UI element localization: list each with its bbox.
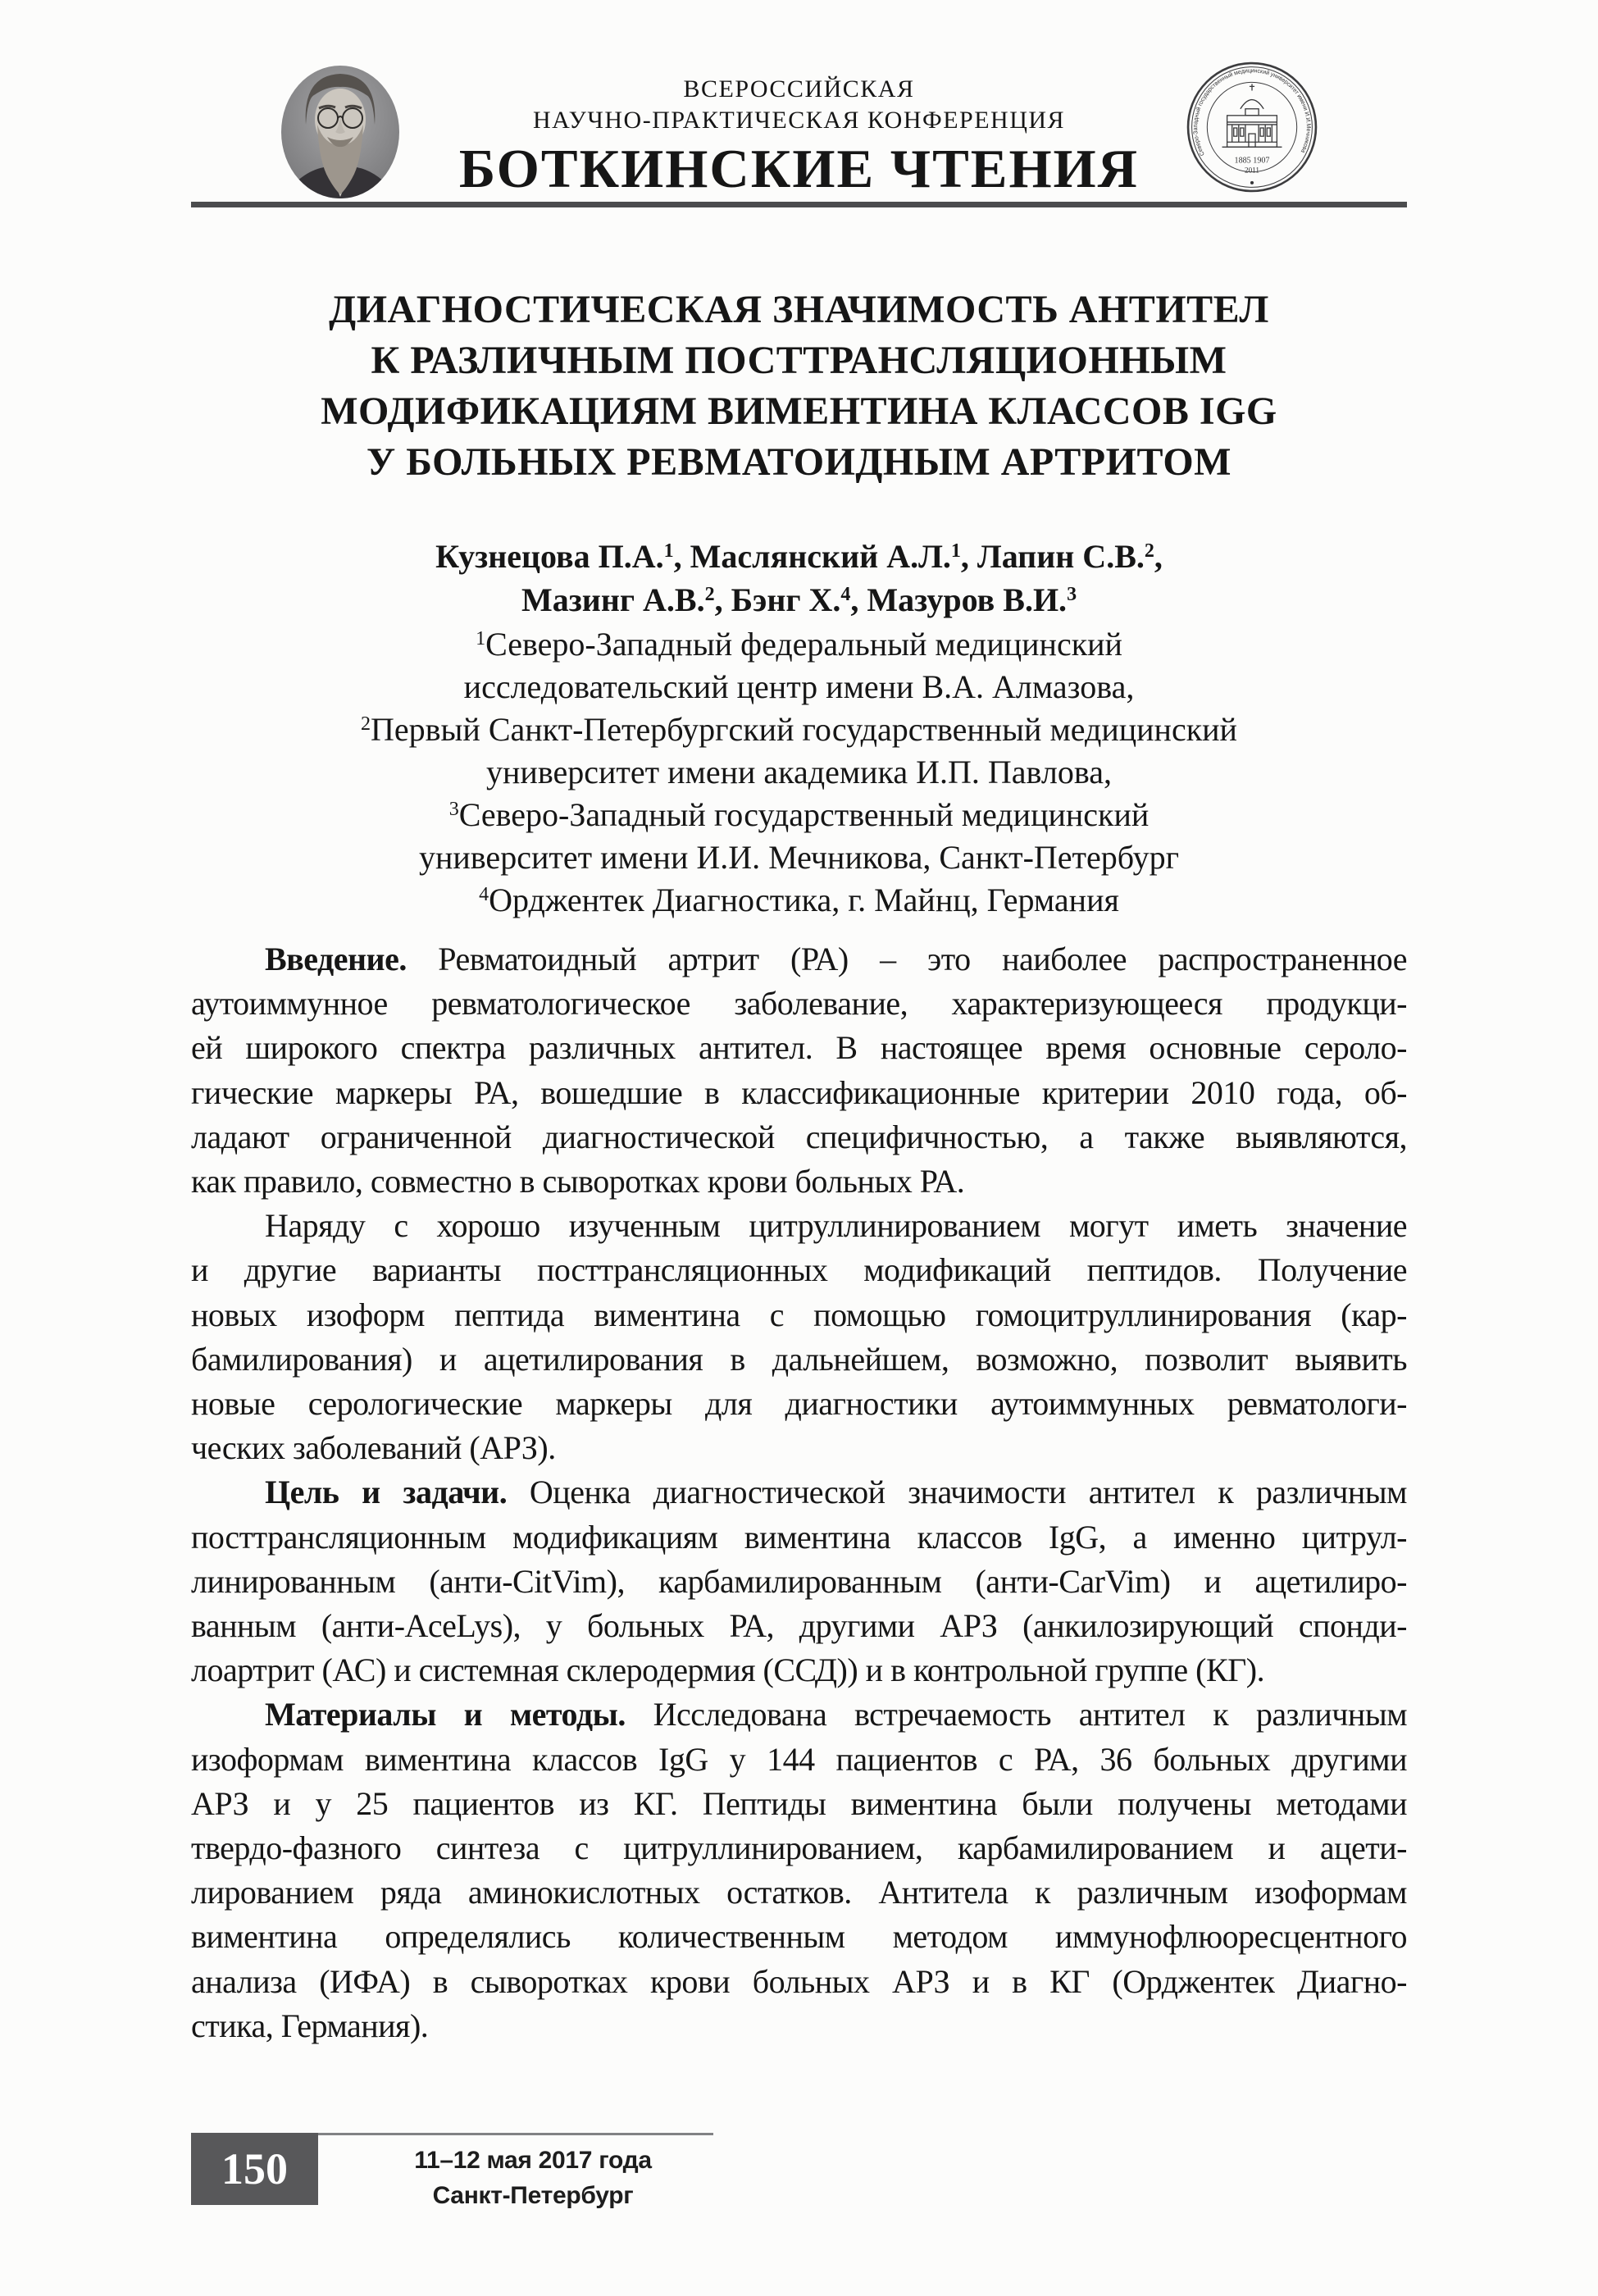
body-line: ческих заболеваний (АРЗ). [191, 1429, 556, 1467]
header-divider-rule [191, 202, 1407, 207]
body-line: анализа (ИФА) в сыворотках крови больных АРЗ и в КГ (Орджентек Диагно- [191, 1962, 1407, 2000]
affiliation-line: исследовательский центр имени В.А. Алмазова, [463, 668, 1135, 705]
body-line: лоартрит (АС) и системная склеродермия (ССД)) и в контрольной группе (КГ). [191, 1651, 1265, 1689]
page-number-box [191, 2133, 318, 2205]
affiliation-line: $^1$Северо-Западный федеральный медицинский [476, 626, 1122, 663]
university-seal-logo [1186, 61, 1318, 194]
affiliation-line: университет имени академика И.П. Павлова, [486, 754, 1112, 790]
seal-year-bottom: 2011 [1245, 166, 1259, 175]
body-line: виментина определялись количественным методом иммунофлюоресцентного [191, 1918, 1407, 1956]
footer-divider-rule [318, 2133, 713, 2135]
author-line: Мазинг А.В.$^2$, Бэнг Х.$^4$, Мазуров В.И.$^3$ [521, 581, 1077, 618]
conference-name: БОТКИНСКИЕ ЧТЕНИЯ [458, 139, 1140, 199]
body-line: как правило, совместно в сыворотках крови больных РА. [191, 1163, 965, 1200]
seal-building-icon [1222, 84, 1282, 147]
conference-subtitle-line1: ВСЕРОССИЙСКАЯ [683, 75, 915, 102]
body-line: новых изоформ пептида виментина с помощью гомоцитруллинирования (кар- [191, 1296, 1407, 1333]
title-line: МОДИФИКАЦИЯМ ВИМЕНТИНА КЛАССОВ IGG [321, 390, 1277, 433]
body-line: Цель и задачи. Оценка диагностической значимости антител к различным [265, 1474, 1407, 1511]
footer-info [344, 2143, 722, 2213]
body-line: линированным (анти-CitVim), карбамилированным (анти-CarVim) и ацетилиро- [191, 1562, 1407, 1600]
body-line: аутоиммунное ревматологическое заболевание, характеризующееся продукци- [191, 985, 1407, 1023]
title-line: К РАЗЛИЧНЫМ ПОСТТРАНСЛЯЦИОННЫМ [371, 339, 1227, 382]
body-line: ванным (анти-AceLys), у больных РА, другими АРЗ (анкилозирующий спонди- [191, 1607, 1407, 1645]
article-affiliations [191, 623, 1407, 922]
body-line: и другие варианты посттрансляционных модификаций пептидов. Получение [191, 1251, 1407, 1289]
body-line: ей широкого спектра различных антител. В настоящее время основные сероло- [191, 1029, 1407, 1067]
affiliation-line: $^3$Северо-Западный государственный медицинский [448, 796, 1150, 833]
article-title [191, 285, 1407, 488]
author-line: Кузнецова П.А.$^1$, Маслянский А.Л.$^1$, Лапин С.В.$^2$, [435, 538, 1163, 575]
page-number: 150 [221, 2144, 288, 2194]
conference-subtitle-line2: НАУЧНО-ПРАКТИЧЕСКАЯ КОНФЕРЕНЦИЯ [532, 107, 1066, 134]
affiliation-line: $^2$Первый Санкт-Петербургский государственный медицинский [361, 711, 1237, 748]
body-line: Материалы и методы. Исследована встречаемость антител к различным [265, 1696, 1408, 1733]
affiliation-line: $^4$Орджентек Диагностика, г. Майнц, Германия [479, 882, 1119, 918]
article-authors [191, 535, 1407, 622]
body-line: изоформам виментина классов IgG у 144 пациентов с РА, 36 больных другими [191, 1740, 1407, 1778]
body-line: твердо-фазного синтеза с цитруллинированием, карбамилированием и ацети- [191, 1829, 1407, 1867]
body-line: гические маркеры РА, вошедшие в классификационные критерии 2010 года, об- [191, 1073, 1407, 1111]
conference-header [0, 74, 1598, 200]
seal-ring-text: Северо-Западный государственный медицинский университет имени И.И.Мечникова [1191, 66, 1313, 157]
article-body [191, 937, 1407, 2048]
title-line: У БОЛЬНЫХ РЕВМАТОИДНЫМ АРТРИТОМ [366, 440, 1232, 484]
body-line: бамилирования) и ацетилирования в дальнейшем, возможно, позволит выявить [191, 1340, 1407, 1378]
affiliation-line: университет имени И.И. Мечникова, Санкт-Петербург [418, 839, 1180, 876]
body-line: АРЗ и у 25 пациентов из КГ. Пептиды виментина были получены методами [191, 1784, 1407, 1822]
body-line: лированием ряда аминокислотных остатков. Антитела к различным изоформам [191, 1874, 1407, 1911]
seal-years-row: 1885 1907 [1234, 156, 1270, 166]
body-line: посттрансляционным модификациям виментина классов IgG, а именно цитрул- [191, 1518, 1407, 1556]
body-line: стика, Германия). [191, 2007, 429, 2044]
footer-city: Санкт-Петербург [432, 2182, 634, 2209]
footer-date: 11–12 мая 2017 года [414, 2147, 652, 2174]
body-line: Введение. Ревматоидный артрит (РА) – это наиболее распространенное [265, 941, 1407, 977]
body-line: новые серологические маркеры для диагностики аутоиммунных ревматологи- [191, 1385, 1407, 1423]
body-line: Наряду с хорошо изученным цитруллинированием могут иметь значение [265, 1207, 1407, 1245]
title-line: ДИАГНОСТИЧЕСКАЯ ЗНАЧИМОСТЬ АНТИТЕЛ [329, 288, 1269, 331]
body-line: ладают ограниченной диагностической специфичностью, а также выявляются, [191, 1118, 1407, 1155]
